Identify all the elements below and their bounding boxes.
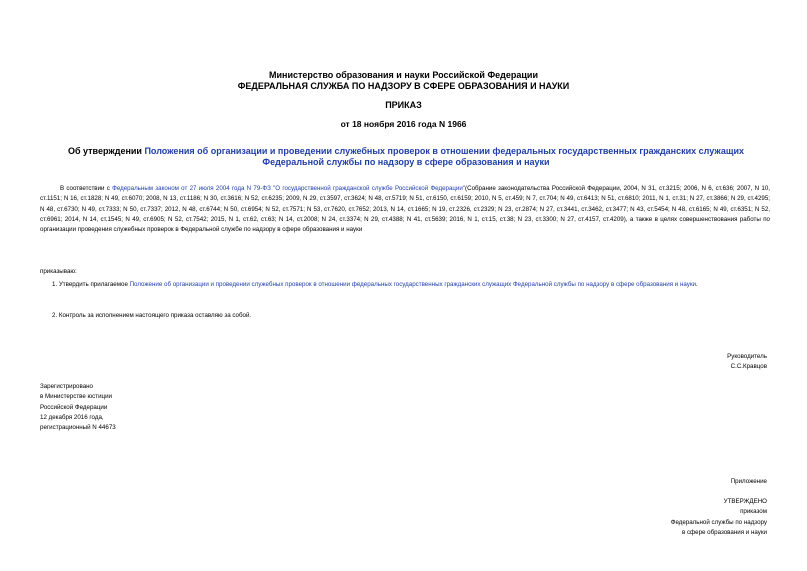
registration-block xyxy=(40,382,116,433)
basis-intro: В соответствии с xyxy=(60,185,113,192)
registration-line-1: Зарегистрировано xyxy=(40,383,93,390)
federal-law-link[interactable]: Федеральным законом от 27 июля 2004 года N 79-ФЗ "О государственной гражданской службе Российской Федерации" xyxy=(112,185,466,192)
approval-line-3: в сфере образования и науки xyxy=(681,528,767,536)
document-type: ПРИКАЗ xyxy=(385,100,422,110)
orders-label: приказываю: xyxy=(40,268,77,275)
item1-suffix: . xyxy=(696,281,698,288)
basis-citation: (Собрание законодательства Российской Федерации, 2004, N 31, ст.3215; 2006, N 6, ст.636; 2007, N 10, ст.1151; N 16, ст.1828; N 49, ст.6070; 2008, N 13, ст.1186; N 30, ст.3616; N 52, ст.6235; 2009, N 29, ст.3597, ст.3624; N 48, ст.5719; N 51, ст.6150, ст.6159; 2010, N 5, ст.459; N 7, ст.704; N 49, ст.6413; N 51, ст.6810; 2011, N 1, ст.31; N 27, ст.3866; N 29, ст.4295; N 48, ст.6730; N 49, ст.7333; N 50, ст.7337; 2012, N 48, ст.6744; N 50, ст.6954; N 52, ст.7571; N 53, ст.7620, ст.7652; 2013, N 14, ст.1665; N 19, ст.2326, ст.2329; N 23, ст.2874; N 27, ст.3441, ст.3462, ст.3477; N 43, ст.5454; N 48, ст.6165; N 49, ст.6351; N 52, ст.6961; 2014, N 14, ст.1545; N 49, ст.6905; N 52, ст.7542; 2015, N 1, ст.62, ст.63; N 14, ст.2008; N 24, ст.3374; N 29, ст.4388; N 41, ст.5639; 2016, N 1, ст.15, ст.38; N 23, ст.3300; N 27, ст.4157, ст.4209), а также в целях совершенствования работы по организации проведения служебных проверок в Федеральной службе по надзору в сфере образования и науки xyxy=(40,185,771,234)
order-item-2: 2. Контроль за исполнением настоящего приказа оставляю за собой. xyxy=(52,312,252,319)
title-prefix: Об утверждении xyxy=(67,146,145,156)
service-name: ФЕДЕРАЛЬНАЯ СЛУЖБА ПО НАДЗОРУ В СФЕРЕ ОБРАЗОВАНИЯ И НАУКИ xyxy=(237,81,570,91)
order-item-1 xyxy=(40,280,770,290)
approval-block xyxy=(671,497,767,538)
appendix-label: Приложение xyxy=(730,478,767,485)
approval-line-1: приказом xyxy=(740,508,767,516)
ministry-name: Министерство образования и науки Российской Федерации xyxy=(269,70,538,80)
signatory-name: С.С.Кравцов xyxy=(730,363,767,371)
document-header xyxy=(0,70,807,92)
signatory-position: Руководитель xyxy=(727,353,767,360)
signature-block xyxy=(727,352,767,373)
document-date-number: от 18 ноября 2016 года N 1966 xyxy=(340,119,467,129)
approval-line-2: Федеральной службы по надзору xyxy=(670,518,767,526)
registration-line-2: в Министерстве юстиции xyxy=(40,393,113,401)
item1-prefix: 1. Утвердить прилагаемое xyxy=(52,281,130,288)
basis-paragraph xyxy=(40,184,770,235)
title-regulation-link[interactable]: Положения об организации и проведении служебных проверок в отношении федеральных государственных гражданских служащих Федеральной службы по надзору в сфере образования и науки xyxy=(144,146,745,167)
document-title xyxy=(40,146,772,168)
registration-line-3: Российской Федерации xyxy=(40,403,108,411)
registration-line-4: 12 декабря 2016 года, xyxy=(40,413,104,421)
approved-label: УТВЕРЖДЕНО xyxy=(723,498,767,505)
regulation-link[interactable]: Положение об организации и проведении служебных проверок в отношении федеральных государственных гражданских служащих Федеральной службы по надзору в сфере образования и науки xyxy=(129,281,697,288)
registration-line-5: регистрационный N 44673 xyxy=(40,424,116,432)
